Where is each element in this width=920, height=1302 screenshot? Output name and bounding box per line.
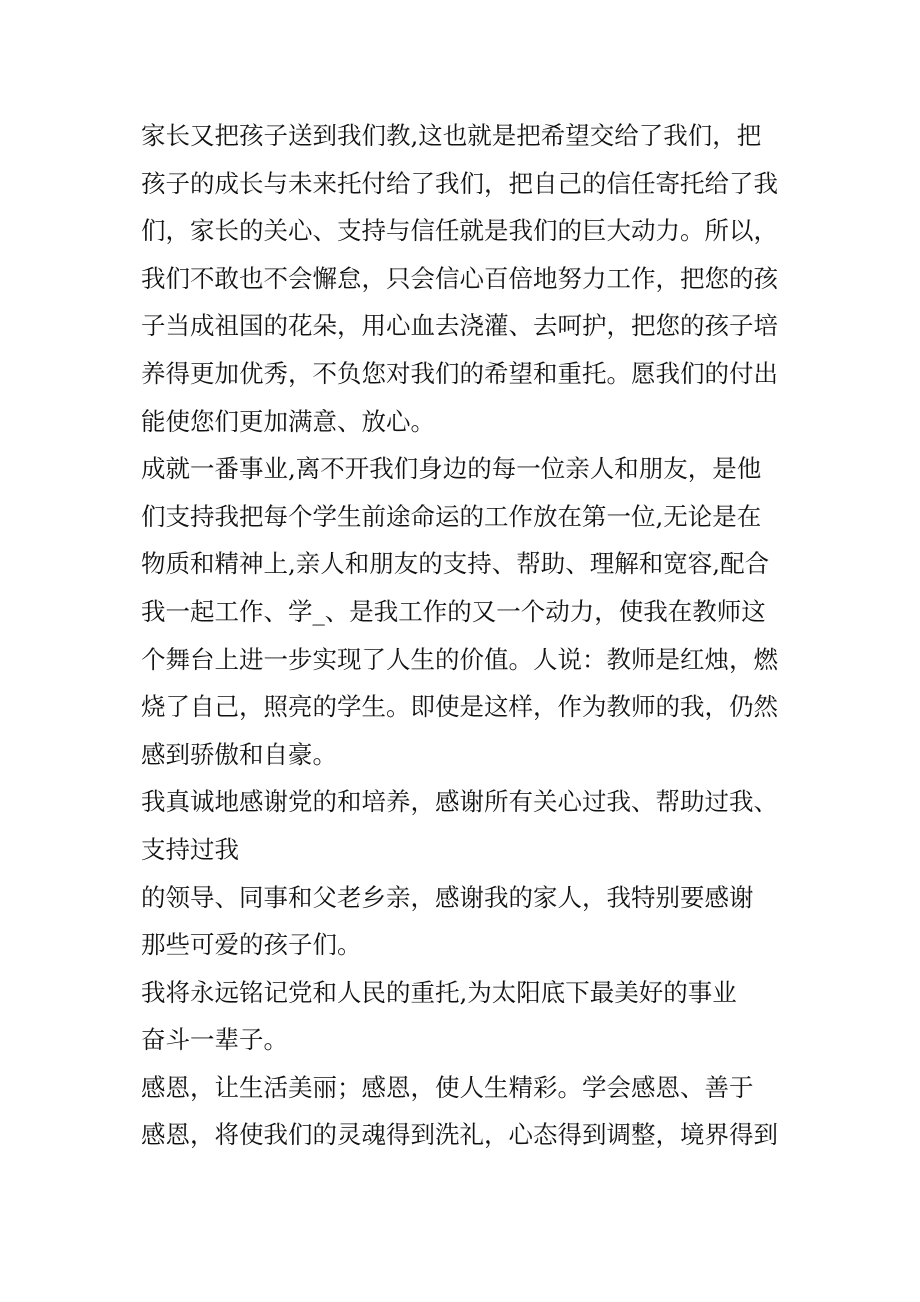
text-line: 我们不敢也不会懈怠，只会信心百倍地努力工作，把您的孩 bbox=[141, 263, 778, 293]
text-line: 子当成祖国的花朵，用心血去浇灌、去呵护，把您的孩子培 bbox=[141, 311, 778, 341]
text-line: 奋斗一辈子。 bbox=[141, 1025, 288, 1055]
text-line: 能使您们更加满意、放心。 bbox=[141, 406, 435, 436]
text-line: 的领导、同事和父老乡亲，感谢我的家人，我特别要感谢 bbox=[141, 882, 754, 912]
text-line: 那些可爱的孩子们。 bbox=[141, 930, 362, 960]
text-line: 物质和精神上,亲人和朋友的支持、帮助、理解和宽容,配合 bbox=[141, 549, 770, 579]
text-line: 我真诚地感谢党的和培养，感谢所有关心过我、帮助过我、 bbox=[141, 787, 778, 817]
text-line: 养得更加优秀，不负您对我们的希望和重托。愿我们的付出 bbox=[141, 358, 778, 388]
text-line: 支持过我 bbox=[141, 834, 239, 864]
text-line: 孩子的成长与未来托付给了我们，把自己的信任寄托给了我 bbox=[141, 168, 778, 198]
text-line: 感到骄傲和自豪。 bbox=[141, 739, 337, 769]
text-line: 们，家长的关心、支持与信任就是我们的巨大动力。所以， bbox=[141, 216, 778, 246]
document-body bbox=[141, 112, 801, 1159]
text-line: 个舞台上进一步实现了人生的价值。人说：教师是红烛，燃 bbox=[141, 644, 778, 674]
text-line: 我一起工作、学_、是我工作的又一个动力，使我在教师这 bbox=[141, 596, 766, 626]
text-line: 感恩，让生活美丽；感恩，使人生精彩。学会感恩、善于 bbox=[141, 1072, 754, 1102]
text-line: 们支持我把每个学生前途命运的工作放在第一位,无论是在 bbox=[141, 501, 762, 531]
text-line: 烧了自己，照亮的学生。即使是这样，作为教师的我，仍然 bbox=[141, 692, 778, 722]
text-line: 成就一番事业,离不开我们身边的每一位亲人和朋友，是他 bbox=[141, 454, 762, 484]
text-line: 感恩，将使我们的灵魂得到洗礼，心态得到调整，境界得到 bbox=[141, 1120, 778, 1150]
text-line: 家长又把孩子送到我们教,这也就是把希望交给了我们，把 bbox=[141, 121, 762, 150]
text-line: 我将永远铭记党和人民的重托,为太阳底下最美好的事业 bbox=[141, 977, 737, 1007]
